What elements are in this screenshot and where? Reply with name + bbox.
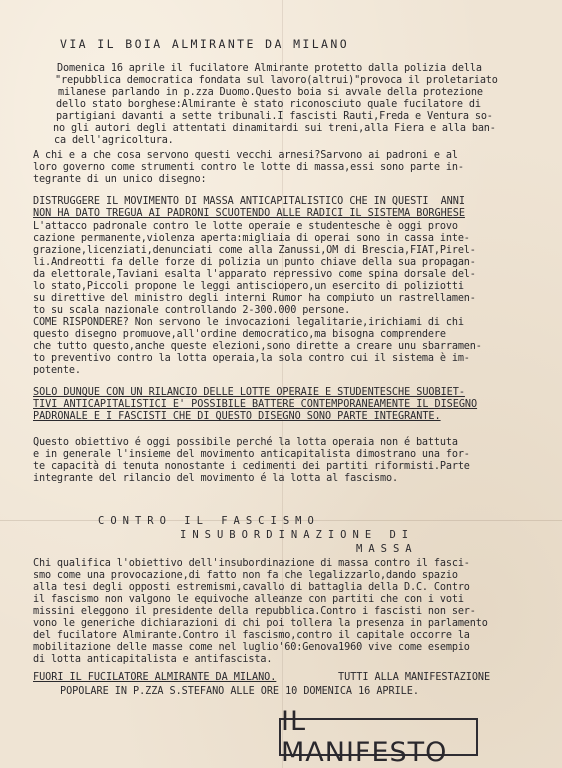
para4-line: questo disegno promuove,all'ordine democratico,ma bisogna comprendere xyxy=(33,329,446,340)
footer-call: TUTTI ALLA MANIFESTAZIONE xyxy=(338,672,491,683)
para5-line: Questo obiettivo é oggi possibile perché la lotta operaia non é battuta xyxy=(33,437,458,448)
caps1-line: DISTRUGGERE IL MOVIMENTO DI MASSA ANTICAPITALISTICO CHE IN QUESTI ANNI xyxy=(33,196,465,207)
para3-line: da elettorale,Taviani esalta l'apparato repressivo come spina dorsale del- xyxy=(33,269,476,280)
para6-line: alla tesi degli opposti estremismi,cavallo di battaglia della D.C. Contro xyxy=(33,582,470,593)
para5-line: te capacità di tenuta nonostante i cedimenti dei partiti riformisti.Parte xyxy=(33,461,470,472)
para4-line: che tutto questo,anche queste elezioni,sono dirette a creare unu sbarramen- xyxy=(33,341,482,352)
para1-line: no gli autori degli attentati dinamitardi sui treni,alla Fiera e alla ban- xyxy=(53,123,496,134)
para6-line: del fucilatore Almirante.Contro il fascismo,contro il capitale occorre la xyxy=(33,630,470,641)
para6-line: il fascismo non valgono le equivoche alleanze con partiti che con i voti xyxy=(33,594,464,605)
leaflet-title: VIA IL BOIA ALMIRANTE DA MILANO xyxy=(60,37,350,51)
section-heading-line: INSUBORDINAZIONE DI xyxy=(180,529,415,541)
caps1-line: NON HA DATO TREGUA AI PADRONI SCUOTENDO ALLE RADICI IL SISTEMA BORGHESE xyxy=(33,208,465,219)
para4-line: potente. xyxy=(33,365,81,376)
para1-line: Domenica 16 aprile il fucilatore Almirante protetto dalla polizia della xyxy=(57,63,482,74)
para1-line: ca dell'agricoltura. xyxy=(54,135,174,146)
para6-line: missini eleggono il presidente della repubblica.Contro i fascisti non ser- xyxy=(33,606,476,617)
para3-line: su direttive del ministro degli interni Rumor ha compiuto un rastrellamen- xyxy=(33,293,476,304)
para5-line: e in generale l'insieme del movimento anticapitalista dimostrano una for- xyxy=(33,449,470,460)
footer-event: POPOLARE IN P.ZZA S.STEFANO ALLE ORE 10 DOMENICA 16 APRILE. xyxy=(60,686,419,697)
para1-line: partigiani davanti a sette tribunali.I fascisti Rauti,Freda e Ventura so- xyxy=(56,111,493,122)
para3-line: to su scala nazionale controllando 2-300.000 persone. xyxy=(33,305,351,316)
para3-line: cazione permanente,violenza aperta:migliaia di operai sono in cassa inte- xyxy=(33,233,470,244)
para6-line: mobilitazione delle masse come nel luglio'60:Genova1960 vive come esempio xyxy=(33,642,470,653)
caps2-line: SOLO DUNQUE CON UN RILANCIO DELLE LOTTE OPERAIE E STUDENTESCHE SUOBIET- xyxy=(33,387,465,398)
para2-line: A chi e a che cosa servono questi vecchi arnesi?Sarvono ai padroni e al xyxy=(33,150,458,161)
caps2-line: TIVI ANTICAPITALISTICI E' POSSIBILE BATTERE CONTEMPORANEAMENTE IL DISEGNO xyxy=(33,399,478,410)
caps2-line: PADRONALE E I FASCISTI CHE DI QUESTO DISEGNO SONO PARTE INTEGRANTE. xyxy=(33,411,441,422)
il-manifesto-stamp: IL MANIFESTO xyxy=(279,718,478,756)
footer-slogan: FUORI IL FUCILATORE ALMIRANTE DA MILANO. xyxy=(33,672,277,683)
para2-line: loro governo come strumenti contro le lotte di massa,essi sono parte in- xyxy=(33,162,464,173)
para6-line: Chi qualifica l'obiettivo dell'insubordinazione di massa contro il fasci- xyxy=(33,558,470,569)
para6-line: vono le generiche dichiarazioni di chi poi tollera la presenza in parlamento xyxy=(33,618,488,629)
para2-line: tegrante di un unico disegno: xyxy=(33,174,207,185)
para3-line: L'attacco padronale contro le lotte operaie e studentesche è oggi provo xyxy=(33,221,458,232)
section-heading-line: MASSA xyxy=(356,543,418,555)
para3-line: li.Andreotti fa delle forze di polizia un punto chiave della sua propagan- xyxy=(33,257,476,268)
para5-line: integrante del rilancio del movimento é la lotta al fascismo. xyxy=(33,473,398,484)
para1-line: milanese parlando in p.zza Duomo.Questo boia si avvale della protezione xyxy=(58,87,483,98)
para1-line: dello stato borghese:Almirante è stato riconosciuto quale fucilatore di xyxy=(56,99,481,110)
para6-line: di lotta anticapitalista e antifascista. xyxy=(33,654,273,665)
section-heading-line: CONTRO IL FASCISMO xyxy=(98,515,320,527)
para4-line: to preventivo contro la lotta operaia,la sola contro cui il sistema è im- xyxy=(33,353,470,364)
para4-line: COME RISPONDERE? Non servono le invocazioni legalitarie,irichiami di chi xyxy=(33,317,464,328)
para3-line: lo stato,Piccoli propone le leggi antisciopero,un esercito di poliziotti xyxy=(33,281,464,292)
para6-line: smo come una provocazione,di fatto non fa che legalizzarlo,dando spazio xyxy=(33,570,458,581)
para3-line: grazione,licenziati,denunciati come alla Zanussi,OM di Brescia,FIAT,Pirel- xyxy=(33,245,476,256)
para1-line: "repubblica democratica fondata sul lavoro(altrui)"provoca il proletariato xyxy=(55,75,498,86)
